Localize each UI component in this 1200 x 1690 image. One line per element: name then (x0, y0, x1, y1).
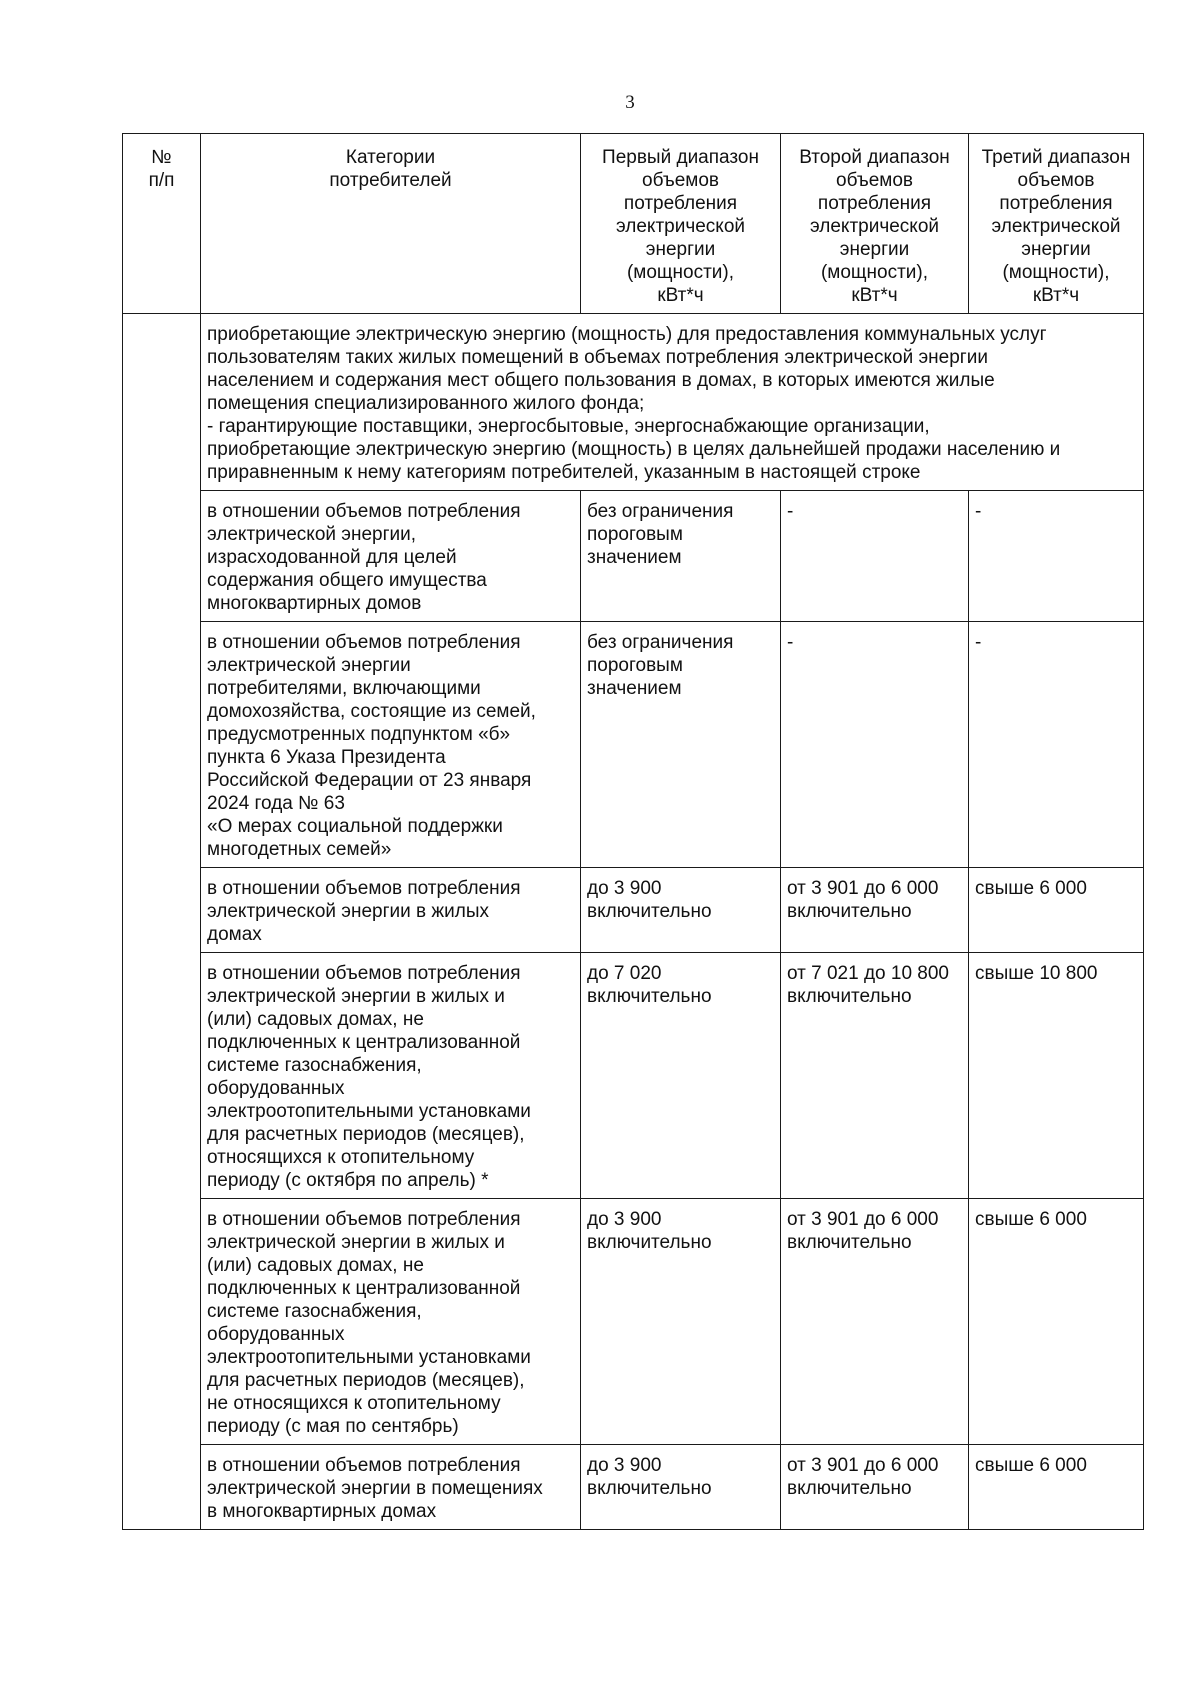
row-category: в отношении объемов потребления электрической энергии в жилых и (или) садовых домах, не подключенных к централизованной системе газоснабжения, оборудованных электроотопительными установками для расчетных периодов (месяцев), не относящихся к отопительному периоду (с мая по сентябрь) (201, 1199, 581, 1445)
row-category: в отношении объемов потребления электрической энергии в помещениях в многоквартирных домах (201, 1445, 581, 1530)
row-range1: до 7 020 включительно (581, 953, 781, 1199)
table-row (123, 1199, 1144, 1445)
num-cell (123, 314, 201, 1530)
header-range2: Второй диапазон объемов потребления электрической энергии (мощности), кВт*ч (781, 134, 969, 314)
header-range1: Первый диапазон объемов потребления электрической энергии (мощности), кВт*ч (581, 134, 781, 314)
row-category: в отношении объемов потребления электрической энергии, израсходованной для целей содержания общего имущества многоквартирных домов (201, 491, 581, 622)
table-row (123, 868, 1144, 953)
row-category: в отношении объемов потребления электрической энергии потребителями, включающими домохозяйства, состоящие из семей, предусмотренных подпунктом «б» пункта 6 Указа Президента Российской Федерации от 23 января 2024 года № 63 «О мерах социальной поддержки многодетных семей» (201, 622, 581, 868)
row-range1: до 3 900 включительно (581, 1199, 781, 1445)
row-range1: без ограничения пороговым значением (581, 491, 781, 622)
row-range1: до 3 900 включительно (581, 868, 781, 953)
row-range2: - (781, 491, 969, 622)
row-range1: до 3 900 включительно (581, 1445, 781, 1530)
header-range3: Третий диапазон объемов потребления электрической энергии (мощности), кВт*ч (969, 134, 1144, 314)
row-range2: от 3 901 до 6 000 включительно (781, 1445, 969, 1530)
table-header-row (123, 134, 1144, 314)
row-range3: свыше 6 000 (969, 1445, 1144, 1530)
row-range2: от 3 901 до 6 000 включительно (781, 868, 969, 953)
row-range3: - (969, 491, 1144, 622)
header-num: № п/п (123, 134, 201, 314)
row-range2: - (781, 622, 969, 868)
row-range2: от 7 021 до 10 800 включительно (781, 953, 969, 1199)
intro-row (123, 314, 1144, 491)
header-category: Категории потребителей (201, 134, 581, 314)
row-range3: свыше 6 000 (969, 868, 1144, 953)
row-range3: - (969, 622, 1144, 868)
row-range3: свыше 10 800 (969, 953, 1144, 1199)
row-category: в отношении объемов потребления электрической энергии в жилых домах (201, 868, 581, 953)
page-number: 3 (625, 92, 635, 113)
row-range2: от 3 901 до 6 000 включительно (781, 1199, 969, 1445)
table-row (123, 1445, 1144, 1530)
row-range1: без ограничения пороговым значением (581, 622, 781, 868)
intro-text: приобретающие электрическую энергию (мощность) для предоставления коммунальных услуг пользователям таких жилых помещений в объемах потребления электрической энергии населением и содержания мест общего пользования в домах, в которых имеются жилые помещения специализированного жилого фонда; - гарантирующие поставщики, энергосбытовые, энергоснабжающие организации, приобретающие электрическую энергию (мощность) в целях дальнейшей продажи населению и приравненным к нему категориям потребителей, указанным в настоящей строке (201, 314, 1144, 491)
table-row (123, 491, 1144, 622)
table-row (123, 622, 1144, 868)
row-category: в отношении объемов потребления электрической энергии в жилых и (или) садовых домах, не подключенных к централизованной системе газоснабжения, оборудованных электроотопительными установками для расчетных периодов (месяцев), относящихся к отопительному периоду (с октября по апрель) * (201, 953, 581, 1199)
row-range3: свыше 6 000 (969, 1199, 1144, 1445)
table-row (123, 953, 1144, 1199)
consumption-ranges-table (122, 133, 1144, 1530)
